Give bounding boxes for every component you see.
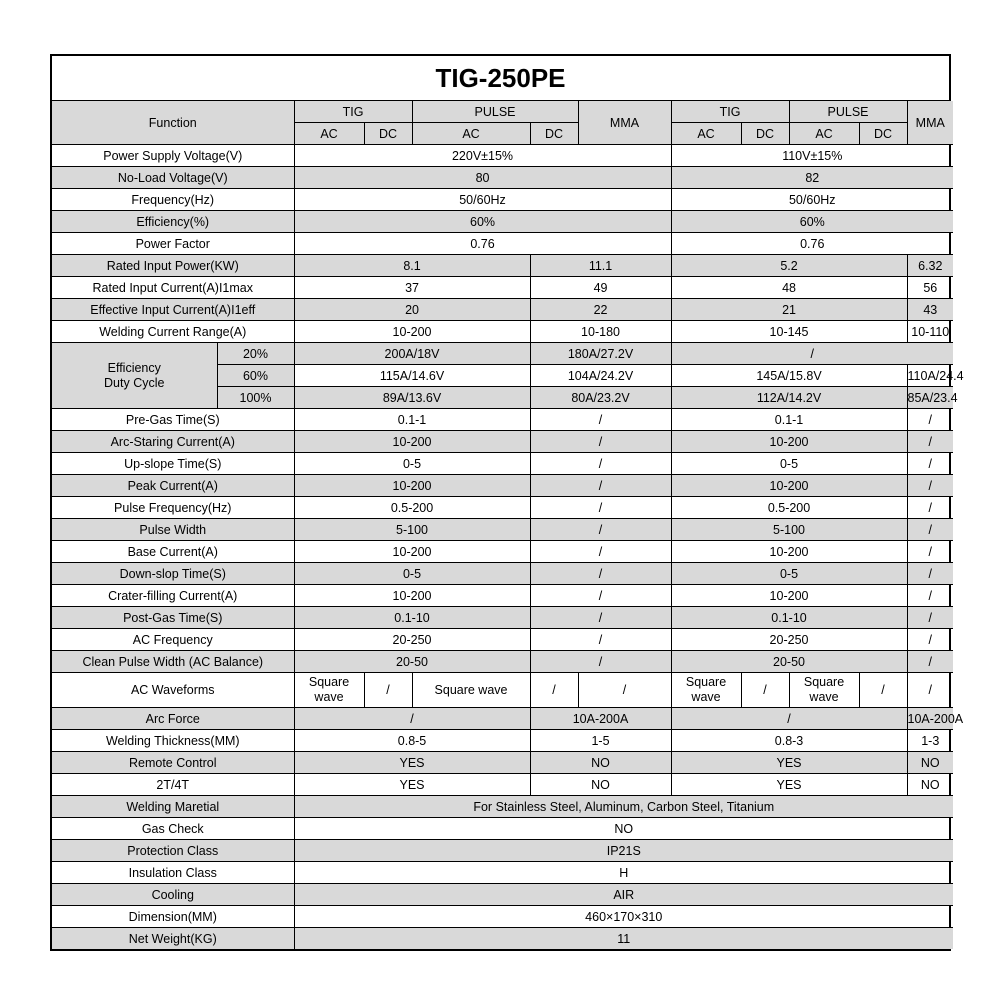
row-label: Up-slope Time(S) bbox=[52, 453, 294, 475]
value-220: 60% bbox=[294, 211, 671, 233]
row-power-supply bbox=[52, 145, 953, 167]
value-all: 11 bbox=[294, 928, 953, 950]
row-pulse-width bbox=[52, 519, 953, 541]
value-mma-110: / bbox=[907, 541, 953, 563]
row-label: AC Waveforms bbox=[52, 673, 294, 708]
duty-pct: 20% bbox=[217, 343, 294, 365]
value-220: 220V±15% bbox=[294, 145, 671, 167]
value-mma-220: 104A/24.2V bbox=[530, 365, 671, 387]
header-tig-110-modes bbox=[671, 123, 789, 145]
value-110: 60% bbox=[671, 211, 953, 233]
value-220: 0.76 bbox=[294, 233, 671, 255]
header-row-1 bbox=[52, 101, 953, 123]
waveform-mma-220: / bbox=[578, 673, 671, 708]
value-mma-220: / bbox=[530, 563, 671, 585]
row-label: Welding Current Range(A) bbox=[52, 321, 294, 343]
row-arc-starting bbox=[52, 431, 953, 453]
waveform-mma-110: / bbox=[907, 673, 953, 708]
value-tig-110: 10-200 bbox=[671, 475, 907, 497]
value-tig-110: 5-100 bbox=[671, 519, 907, 541]
value-tig-220: 0-5 bbox=[294, 453, 530, 475]
value-all: For Stainless Steel, Aluminum, Carbon Steel, Titanium bbox=[294, 796, 953, 818]
value-mma-110: 6.32 bbox=[907, 255, 953, 277]
value-tig-220: 200A/18V bbox=[294, 343, 530, 365]
value-220: 80 bbox=[294, 167, 671, 189]
value-tig-110: 20-250 bbox=[671, 629, 907, 651]
row-power-factor bbox=[52, 233, 953, 255]
value-110: 82 bbox=[671, 167, 953, 189]
value-110: 0.76 bbox=[671, 233, 953, 255]
row-label: Pulse Frequency(Hz) bbox=[52, 497, 294, 519]
value-mma-220: / bbox=[530, 431, 671, 453]
value-tig-220: 10-200 bbox=[294, 475, 530, 497]
waveform-pulse-110 bbox=[789, 673, 907, 708]
spec-sheet bbox=[50, 54, 964, 951]
header-pulse-dc: DC bbox=[530, 123, 578, 145]
value-mma-220: / bbox=[530, 541, 671, 563]
value-mma-110: 56 bbox=[907, 277, 953, 299]
value-mma-110: / bbox=[907, 497, 953, 519]
header-tig-220-modes bbox=[294, 123, 412, 145]
row-label: No-Load Voltage(V) bbox=[52, 167, 294, 189]
value-tig-110: 0-5 bbox=[671, 453, 907, 475]
value-tig-220: / bbox=[294, 708, 530, 730]
row-duty-20 bbox=[52, 343, 953, 365]
duty-pct: 60% bbox=[217, 365, 294, 387]
value-tig-110: 0.5-200 bbox=[671, 497, 907, 519]
header-tig-220: TIG bbox=[294, 101, 412, 123]
row-rated-power bbox=[52, 255, 953, 277]
header-pulse-220: PULSE bbox=[412, 101, 578, 123]
value-tig-110: 48 bbox=[671, 277, 907, 299]
row-label: Power Factor bbox=[52, 233, 294, 255]
row-2t4t bbox=[52, 774, 953, 796]
value-tig-220: 0.8-5 bbox=[294, 730, 530, 752]
value-tig-110: 0.8-3 bbox=[671, 730, 907, 752]
row-post-gas bbox=[52, 607, 953, 629]
header-ac: AC bbox=[790, 123, 860, 144]
row-label: Arc Force bbox=[52, 708, 294, 730]
value-mma-110: / bbox=[907, 651, 953, 673]
header-function: Function bbox=[52, 101, 294, 145]
row-ac-waveforms bbox=[52, 673, 953, 708]
duty-pct: 100% bbox=[217, 387, 294, 409]
row-no-load bbox=[52, 167, 953, 189]
value-mma-110: / bbox=[907, 519, 953, 541]
header-pulse-ac: AC bbox=[412, 123, 530, 145]
value-mma-110: / bbox=[907, 563, 953, 585]
value-mma-220: NO bbox=[530, 774, 671, 796]
value-mma-220: 80A/23.2V bbox=[530, 387, 671, 409]
waveform-pulse-dc: / bbox=[881, 683, 885, 697]
row-label: Down-slop Time(S) bbox=[52, 563, 294, 585]
value-all: AIR bbox=[294, 884, 953, 906]
row-label: Post-Gas Time(S) bbox=[52, 607, 294, 629]
row-label: Rated Input Power(KW) bbox=[52, 255, 294, 277]
value-110: / bbox=[671, 343, 953, 365]
header-dc: DC bbox=[378, 126, 398, 141]
value-mma-220: 49 bbox=[530, 277, 671, 299]
value-tig-110: 5.2 bbox=[671, 255, 907, 277]
value-tig-220: 0.1-10 bbox=[294, 607, 530, 629]
value-mma-220: 10-180 bbox=[530, 321, 671, 343]
value-mma-110: / bbox=[907, 629, 953, 651]
row-label: Arc-Staring Current(A) bbox=[52, 431, 294, 453]
value-tig-220: 10-200 bbox=[294, 321, 530, 343]
header-mma-110: MMA bbox=[907, 101, 953, 145]
waveform-tig-220 bbox=[294, 673, 412, 708]
row-label: Remote Control bbox=[52, 752, 294, 774]
row-remote-control bbox=[52, 752, 953, 774]
value-mma-220: 11.1 bbox=[530, 255, 671, 277]
value-tig-110: 10-200 bbox=[671, 431, 907, 453]
row-material bbox=[52, 796, 953, 818]
row-protection bbox=[52, 840, 953, 862]
value-tig-110: 145A/15.8V bbox=[671, 365, 907, 387]
value-mma-220: / bbox=[530, 585, 671, 607]
value-tig-110: YES bbox=[671, 774, 907, 796]
duty-label-line1: Efficiency bbox=[107, 360, 161, 375]
value-mma-220: 22 bbox=[530, 299, 671, 321]
row-frequency bbox=[52, 189, 953, 211]
row-label: Gas Check bbox=[52, 818, 294, 840]
header-ac: AC bbox=[672, 123, 742, 144]
value-tig-110: 112A/14.2V bbox=[671, 387, 907, 409]
row-label: Pre-Gas Time(S) bbox=[52, 409, 294, 431]
value-mma-110: NO bbox=[907, 774, 953, 796]
row-pre-gas bbox=[52, 409, 953, 431]
header-pulse-110: PULSE bbox=[789, 101, 907, 123]
row-arc-force bbox=[52, 708, 953, 730]
value-220: 50/60Hz bbox=[294, 189, 671, 211]
value-tig-220: 20 bbox=[294, 299, 530, 321]
row-label: Dimension(MM) bbox=[52, 906, 294, 928]
value-tig-110: / bbox=[671, 708, 907, 730]
value-tig-220: 10-200 bbox=[294, 585, 530, 607]
value-110: 50/60Hz bbox=[671, 189, 953, 211]
header-tig-110: TIG bbox=[671, 101, 789, 123]
row-efficiency bbox=[52, 211, 953, 233]
header-pulse-110-modes bbox=[789, 123, 907, 145]
value-110: 110V±15% bbox=[671, 145, 953, 167]
value-tig-220: 8.1 bbox=[294, 255, 530, 277]
value-all: H bbox=[294, 862, 953, 884]
row-cooling bbox=[52, 884, 953, 906]
header-ac: AC bbox=[295, 123, 365, 144]
value-tig-110: 10-200 bbox=[671, 585, 907, 607]
value-mma-110: / bbox=[907, 607, 953, 629]
value-tig-220: 37 bbox=[294, 277, 530, 299]
value-all: NO bbox=[294, 818, 953, 840]
value-mma-220: / bbox=[530, 475, 671, 497]
row-label: 2T/4T bbox=[52, 774, 294, 796]
value-tig-110: 10-200 bbox=[671, 541, 907, 563]
value-all: 460×170×310 bbox=[294, 906, 953, 928]
header-dc: DC bbox=[873, 126, 893, 141]
row-ac-frequency bbox=[52, 629, 953, 651]
row-label: AC Frequency bbox=[52, 629, 294, 651]
row-current-range bbox=[52, 321, 953, 343]
row-peak-current bbox=[52, 475, 953, 497]
row-label: Efficiency(%) bbox=[52, 211, 294, 233]
value-mma-110: / bbox=[907, 585, 953, 607]
value-mma-220: / bbox=[530, 629, 671, 651]
row-label: Protection Class bbox=[52, 840, 294, 862]
value-tig-220: 20-50 bbox=[294, 651, 530, 673]
value-mma-110: 85A/23.4 bbox=[907, 387, 953, 409]
value-mma-110: 110A/24.4 bbox=[907, 365, 953, 387]
row-label: Effective Input Current(A)I1eff bbox=[52, 299, 294, 321]
waveform-pulse-ac: Square wave bbox=[790, 673, 860, 707]
value-tig-220: 10-200 bbox=[294, 431, 530, 453]
value-mma-220: / bbox=[530, 453, 671, 475]
row-net-weight bbox=[52, 928, 953, 950]
value-mma-110: 1-3 bbox=[907, 730, 953, 752]
waveform-tig-110 bbox=[671, 673, 789, 708]
waveform-tig-ac: Square wave bbox=[672, 673, 742, 707]
row-effective-current bbox=[52, 299, 953, 321]
duty-label-line2: Duty Cycle bbox=[104, 375, 165, 390]
waveform-pulse-dc: / bbox=[530, 673, 578, 708]
row-label: Rated Input Current(A)I1max bbox=[52, 277, 294, 299]
row-base-current bbox=[52, 541, 953, 563]
value-mma-110: / bbox=[907, 409, 953, 431]
waveform-tig-dc: / bbox=[763, 683, 767, 697]
value-mma-220: NO bbox=[530, 752, 671, 774]
header-dc: DC bbox=[755, 126, 775, 141]
spec-table bbox=[52, 101, 964, 949]
row-gas-check bbox=[52, 818, 953, 840]
row-label: Insulation Class bbox=[52, 862, 294, 884]
duty-cycle-label bbox=[52, 343, 217, 409]
value-mma-220: / bbox=[530, 409, 671, 431]
row-down-slope bbox=[52, 563, 953, 585]
waveform-pulse-ac: Square wave bbox=[412, 673, 530, 708]
row-label: Welding Thickness(MM) bbox=[52, 730, 294, 752]
row-label: Welding Maretial bbox=[52, 796, 294, 818]
value-tig-220: 0.5-200 bbox=[294, 497, 530, 519]
header-mma-220: MMA bbox=[578, 101, 671, 145]
value-tig-220: 5-100 bbox=[294, 519, 530, 541]
value-tig-110: 10-145 bbox=[671, 321, 907, 343]
value-tig-220: YES bbox=[294, 752, 530, 774]
value-tig-220: 0-5 bbox=[294, 563, 530, 585]
row-label: Base Current(A) bbox=[52, 541, 294, 563]
row-clean-pulse bbox=[52, 651, 953, 673]
row-up-slope bbox=[52, 453, 953, 475]
row-label: Frequency(Hz) bbox=[52, 189, 294, 211]
row-label: Crater-filling Current(A) bbox=[52, 585, 294, 607]
value-tig-220: 89A/13.6V bbox=[294, 387, 530, 409]
row-rated-current bbox=[52, 277, 953, 299]
value-tig-110: 20-50 bbox=[671, 651, 907, 673]
waveform-tig-dc: / bbox=[386, 683, 390, 697]
value-mma-220: / bbox=[530, 497, 671, 519]
row-label: Power Supply Voltage(V) bbox=[52, 145, 294, 167]
row-label: Clean Pulse Width (AC Balance) bbox=[52, 651, 294, 673]
value-mma-220: 180A/27.2V bbox=[530, 343, 671, 365]
value-mma-220: 10A-200A bbox=[530, 708, 671, 730]
value-mma-110: 10-110 bbox=[907, 321, 953, 343]
value-tig-110: 21 bbox=[671, 299, 907, 321]
value-mma-110: 43 bbox=[907, 299, 953, 321]
row-label: Cooling bbox=[52, 884, 294, 906]
value-tig-110: 0.1-10 bbox=[671, 607, 907, 629]
waveform-tig-ac: Square wave bbox=[295, 673, 365, 707]
value-mma-220: / bbox=[530, 651, 671, 673]
row-dimension bbox=[52, 906, 953, 928]
row-thickness bbox=[52, 730, 953, 752]
value-tig-220: 0.1-1 bbox=[294, 409, 530, 431]
value-mma-110: NO bbox=[907, 752, 953, 774]
value-tig-220: 20-250 bbox=[294, 629, 530, 651]
value-mma-110: / bbox=[907, 475, 953, 497]
value-tig-110: 0.1-1 bbox=[671, 409, 907, 431]
value-tig-220: 10-200 bbox=[294, 541, 530, 563]
value-mma-220: / bbox=[530, 519, 671, 541]
value-tig-220: 115A/14.6V bbox=[294, 365, 530, 387]
value-mma-110: / bbox=[907, 453, 953, 475]
row-insulation bbox=[52, 862, 953, 884]
row-pulse-frequency bbox=[52, 497, 953, 519]
row-label: Peak Current(A) bbox=[52, 475, 294, 497]
spec-title: TIG-250PE bbox=[52, 56, 949, 101]
row-label: Net Weight(KG) bbox=[52, 928, 294, 950]
value-tig-220: YES bbox=[294, 774, 530, 796]
value-all: IP21S bbox=[294, 840, 953, 862]
value-mma-110: 10A-200A bbox=[907, 708, 953, 730]
row-crater-filling bbox=[52, 585, 953, 607]
value-mma-110: / bbox=[907, 431, 953, 453]
value-tig-110: 0-5 bbox=[671, 563, 907, 585]
value-tig-110: YES bbox=[671, 752, 907, 774]
value-mma-220: 1-5 bbox=[530, 730, 671, 752]
value-mma-220: / bbox=[530, 607, 671, 629]
row-label: Pulse Width bbox=[52, 519, 294, 541]
